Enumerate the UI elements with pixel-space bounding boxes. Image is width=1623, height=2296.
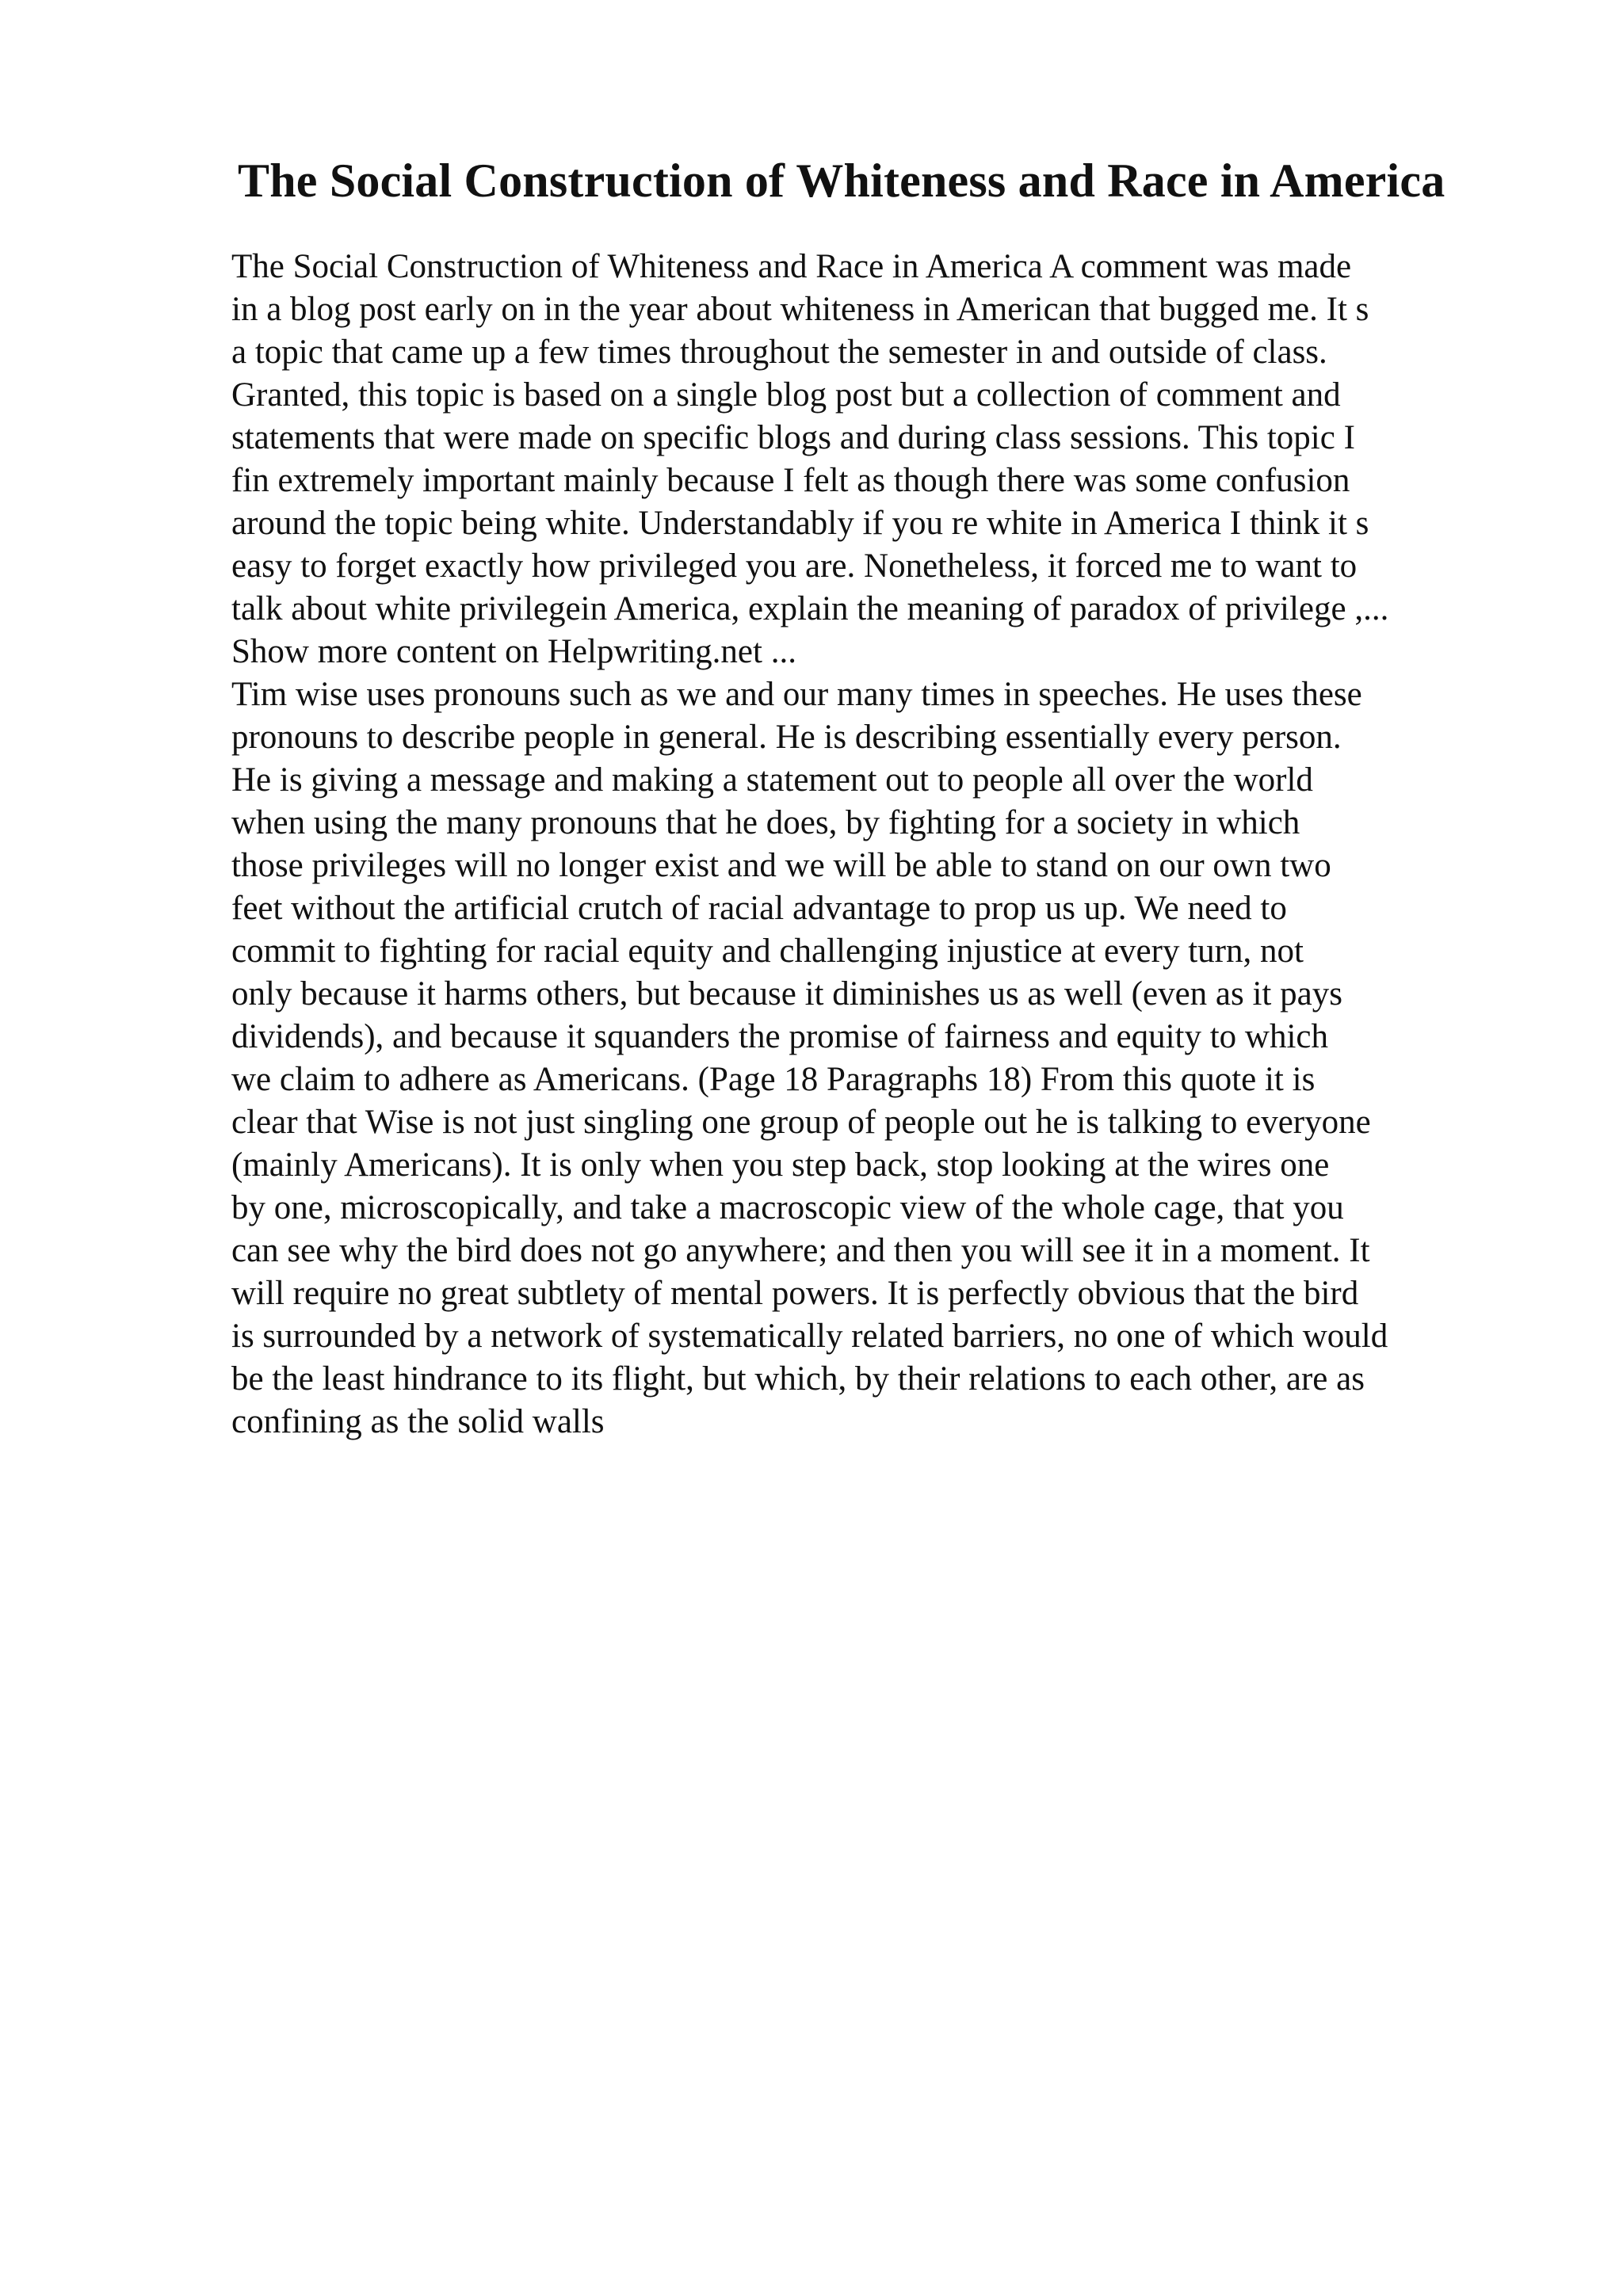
- body-line: He is giving a message and making a statement out to people all over the world: [231, 761, 1313, 799]
- body-line: pronouns to describe people in general. He is describing essentially every person.: [231, 719, 1342, 756]
- body-line: confining as the solid walls: [231, 1403, 605, 1440]
- body-line: Tim wise uses pronouns such as we and our many times in speeches. He uses these: [231, 676, 1362, 713]
- body-line: The Social Construction of Whiteness and Race in America A comment was made: [231, 248, 1352, 285]
- body-line: commit to fighting for racial equity and challenging injustice at every turn, not: [231, 933, 1304, 970]
- document-body: [231, 246, 1531, 1444]
- body-line: by one, microscopically, and take a macroscopic view of the whole cage, that you: [231, 1189, 1344, 1226]
- body-line: statements that were made on specific blogs and during class sessions. This topic I: [231, 419, 1355, 456]
- body-line: be the least hindrance to its flight, but which, by their relations to each other, are as: [231, 1360, 1365, 1398]
- body-line: in a blog post early on in the year about whiteness in American that bugged me. It s: [231, 291, 1369, 328]
- body-line: we claim to adhere as Americans. (Page 18 Paragraphs 18) From this quote it is: [231, 1061, 1316, 1098]
- body-line: a topic that came up a few times throughout the semester in and outside of class.: [231, 334, 1327, 371]
- body-line: feet without the artificial crutch of racial advantage to prop us up. We need to: [231, 890, 1287, 927]
- body-line: dividends), and because it squanders the promise of fairness and equity to which: [231, 1018, 1328, 1055]
- body-line: is surrounded by a network of systematically related barriers, no one of which would: [231, 1318, 1388, 1355]
- body-line: (mainly Americans). It is only when you step back, stop looking at the wires one: [231, 1146, 1330, 1184]
- body-line: Granted, this topic is based on a single blog post but a collection of comment and: [231, 376, 1341, 414]
- document-title: The Social Construction of Whiteness and Race in America: [238, 154, 1445, 207]
- body-line: only because it harms others, but because it diminishes us as well (even as it pays: [231, 975, 1342, 1013]
- body-line: talk about white privilegein America, explain the meaning of paradox of privilege ,...: [231, 590, 1389, 627]
- body-line: can see why the bird does not go anywhere; and then you will see it in a moment. It: [231, 1232, 1370, 1269]
- body-line: fin extremely important mainly because I felt as though there was some confusion: [231, 462, 1350, 499]
- body-line: when using the many pronouns that he does, by fighting for a society in which: [231, 804, 1300, 841]
- body-line: clear that Wise is not just singling one group of people out he is talking to everyone: [231, 1104, 1371, 1141]
- body-line: easy to forget exactly how privileged you are. Nonetheless, it forced me to want to: [231, 547, 1358, 585]
- body-line: those privileges will no longer exist and we will be able to stand on our own two: [231, 847, 1331, 884]
- body-line: will require no great subtlety of mental powers. It is perfectly obvious that the bird: [231, 1275, 1359, 1312]
- show-more-line: Show more content on Helpwriting.net ...: [231, 633, 796, 670]
- body-line: around the topic being white. Understandably if you re white in America I think it s: [231, 505, 1369, 542]
